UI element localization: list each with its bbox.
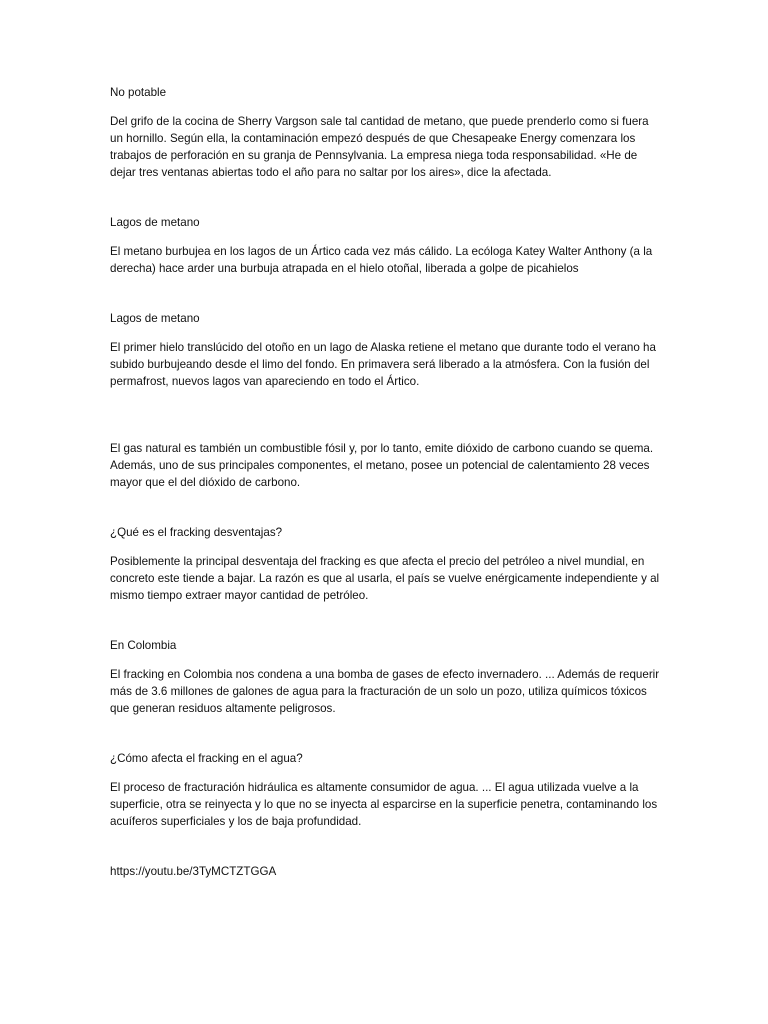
section-paragraph-no-potable: Del grifo de la cocina de Sherry Vargson sale tal cantidad de metano, que puede prenderlo como si fuera un hornillo. Según ella, la contaminación empezó después de que Chesapeake Energy comenzara los trabajos de perforación en su granja de Pennsylvania. La empresa niega toda responsabilidad. «He de dejar tres ventanas abiertas todo el año para no saltar por los aires», dice la afectada. (110, 115, 649, 179)
section-heading-lagos-de-metano-2: Lagos de metano (110, 312, 200, 325)
section-paragraph-gas-natural: El gas natural es también un combustible fósil y, por lo tanto, emite dióxido de carbono cuando se quema. Además, uno de sus principales componentes, el metano, posee un potencial de calentamiento 28 veces mayor que el del dióxido de carbono. (110, 442, 654, 489)
section-paragraph-fracking-agua: El proceso de fracturación hidráulica es altamente consumidor de agua. ... El agua utilizada vuelve a la superficie, otra se reinyecta y lo que no se inyecta al esparcirse en la superficie penetra, contaminando los acuíferos superficiales y los de baja profundidad. (110, 781, 658, 828)
section-paragraph-en-colombia: El fracking en Colombia nos condena a una bomba de gases de efecto invernadero. ... Además de requerir más de 3.6 millones de galones de agua para la fracturación de un solo un pozo, utiliza químicos tóxicos que generan residuos altamente peligrosos. (110, 668, 660, 715)
youtube-link-text[interactable]: https://youtu.be/3TyMCTZTGGA (110, 865, 277, 878)
section-paragraph-fracking-desventajas: Posiblemente la principal desventaja del fracking es que afecta el precio del petróleo a nivel mundial, en concreto este tiende a bajar. La razón es que al usarla, el país se vuelve enérgicamente independiente y al mismo tiempo extraer mayor cantidad de petróleo. (110, 555, 660, 602)
section-heading-en-colombia: En Colombia (110, 639, 177, 652)
section-heading-no-potable: No potable (110, 86, 167, 99)
section-paragraph-lagos-de-metano-1: El metano burbujea en los lagos de un Ártico cada vez más cálido. La ecóloga Katey Walter Anthony (a la derecha) hace arder una burbuja atrapada en el hielo otoñal, liberada a golpe de picahielos (110, 245, 653, 275)
section-heading-fracking-desventajas: ¿Qué es el fracking desventajas? (110, 526, 283, 539)
section-heading-lagos-de-metano-1: Lagos de metano (110, 216, 200, 229)
section-heading-fracking-agua: ¿Cómo afecta el fracking en el agua? (110, 752, 303, 765)
youtube-link[interactable] (110, 863, 662, 880)
document-page (110, 84, 662, 880)
section-paragraph-lagos-de-metano-2: El primer hielo translúcido del otoño en un lago de Alaska retiene el metano que durante todo el verano ha subido burbujeando desde el limo del fondo. En primavera será liberado a la atmósfera. Con la fusión del permafrost, nuevos lagos van apareciendo en todo el Ártico. (110, 341, 656, 388)
